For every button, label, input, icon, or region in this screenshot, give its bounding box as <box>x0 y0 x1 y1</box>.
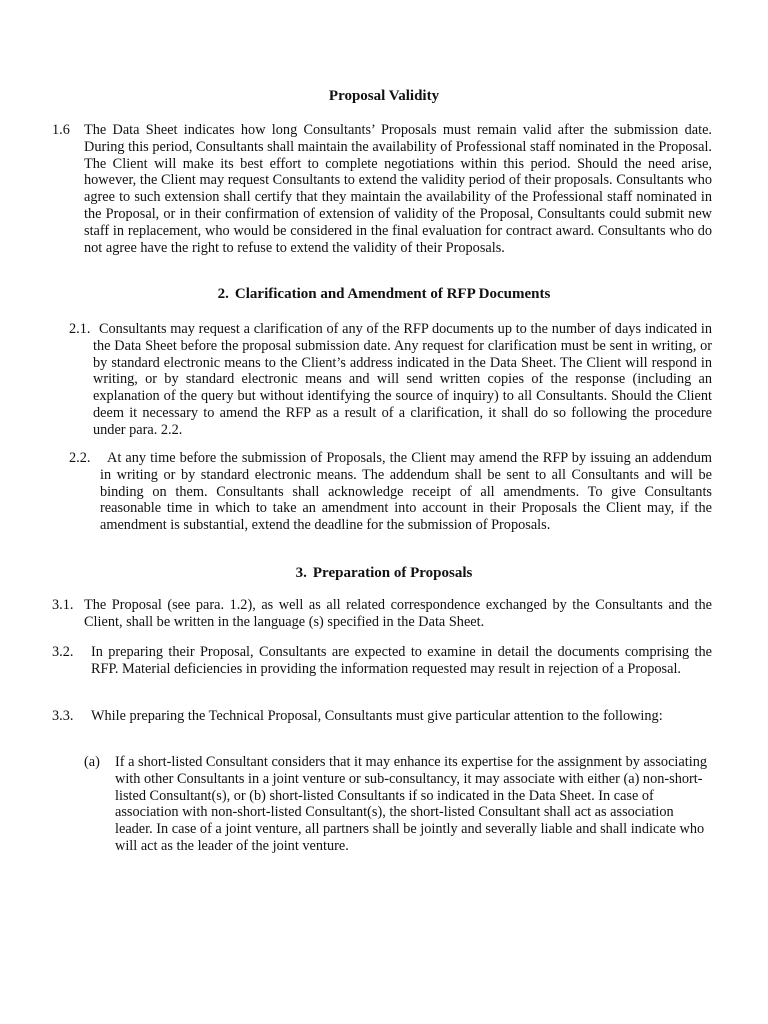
clause-number: 2.1. <box>69 321 91 337</box>
clause-paragraph: Consultants may request a clarification of any of the RFP documents up to the number of days indicated in the Data Sheet before the proposal submission date. Any request for clarification must be sent in writing, or by standard electronic means to the Client’s address indicated in the Data Sheet. The Client will respond in writing, or by standard electronic means and will send written copies of the response (including an explanation of the query but without identifying the source of inquiry) to all Consultants. Should the Client deem it necessary to amend the RFP as a result of a clarification, it shall do so following the procedure under para. 2.2. <box>93 321 712 438</box>
heading-number: 2. <box>217 286 229 302</box>
subclause-label: (a) <box>84 754 100 770</box>
heading-number: 3. <box>295 565 307 581</box>
heading-title: Proposal Validity <box>328 88 440 104</box>
clause-number: 3.1. <box>52 597 74 613</box>
clause-number: 1.6 <box>52 122 70 138</box>
heading-preparation <box>0 564 768 582</box>
clause-number: 3.2. <box>52 644 74 660</box>
clause-paragraph: The Data Sheet indicates how long Consultants’ Proposals must remain valid after the submission date. During this period, Consultants shall maintain the availability of Professional staff nominated in the Proposal. The Client will make its best effort to complete negotiations within this period. Should the need arise, however, the Client may request Consultants to extend the validity period of their proposals. Consultants who agree to such extension shall certify that they maintain the availability of the Professional staff nominated in the Proposal, or in their confirmation of extension of validity of the Proposal, Consultants could submit new staff in replacement, who would be considered in the final evaluation for contract award. Consultants who do not agree have the right to refuse to extend the validity of their Proposals. <box>84 122 712 256</box>
heading-title: Preparation of Proposals <box>312 565 473 581</box>
heading-title: Clarification and Amendment of RFP Documents <box>234 286 551 302</box>
clause-paragraph: In preparing their Proposal, Consultants are expected to examine in detail the documents comprising the RFP. Material deficiencies in providing the information requested may result in rejection of a Proposal. <box>91 644 712 677</box>
clause-paragraph: At any time before the submission of Proposals, the Client may amend the RFP by issuing an addendum in writing or by standard electronic means. The addendum shall be sent to all Consultants and will be binding on them. Consultants shall acknowledge receipt of all amendments. To give Consultants reasonable time in which to take an amendment into account in their Proposals the Client may, if the amendment is substantial, extend the deadline for the submission of Proposals. <box>100 450 712 534</box>
heading-clarification <box>0 285 768 303</box>
subclause-paragraph: If a short-listed Consultant considers that it may enhance its expertise for the assignment by associating with other Consultants in a joint venture or sub-consultancy, it may associate with either (a) non-short-listed Consultant(s), or (b) short-listed Consultants if so indicated in the Data Sheet. In case of association with non-short-listed Consultant(s), the short-listed Consultant shall act as association leader. In case of a joint venture, all partners shall be jointly and severally liable and shall indicate who will act as the leader of the joint venture. <box>115 754 707 854</box>
clause-paragraph: While preparing the Technical Proposal, Consultants must give particular attention to the following: <box>91 708 663 724</box>
clause-number: 2.2. <box>69 450 91 466</box>
clause-paragraph: The Proposal (see para. 1.2), as well as all related correspondence exchanged by the Consultants and the Client, shall be written in the language (s) specified in the Data Sheet. <box>84 597 712 630</box>
clause-number: 3.3. <box>52 708 74 724</box>
heading-proposal-validity <box>0 87 768 105</box>
